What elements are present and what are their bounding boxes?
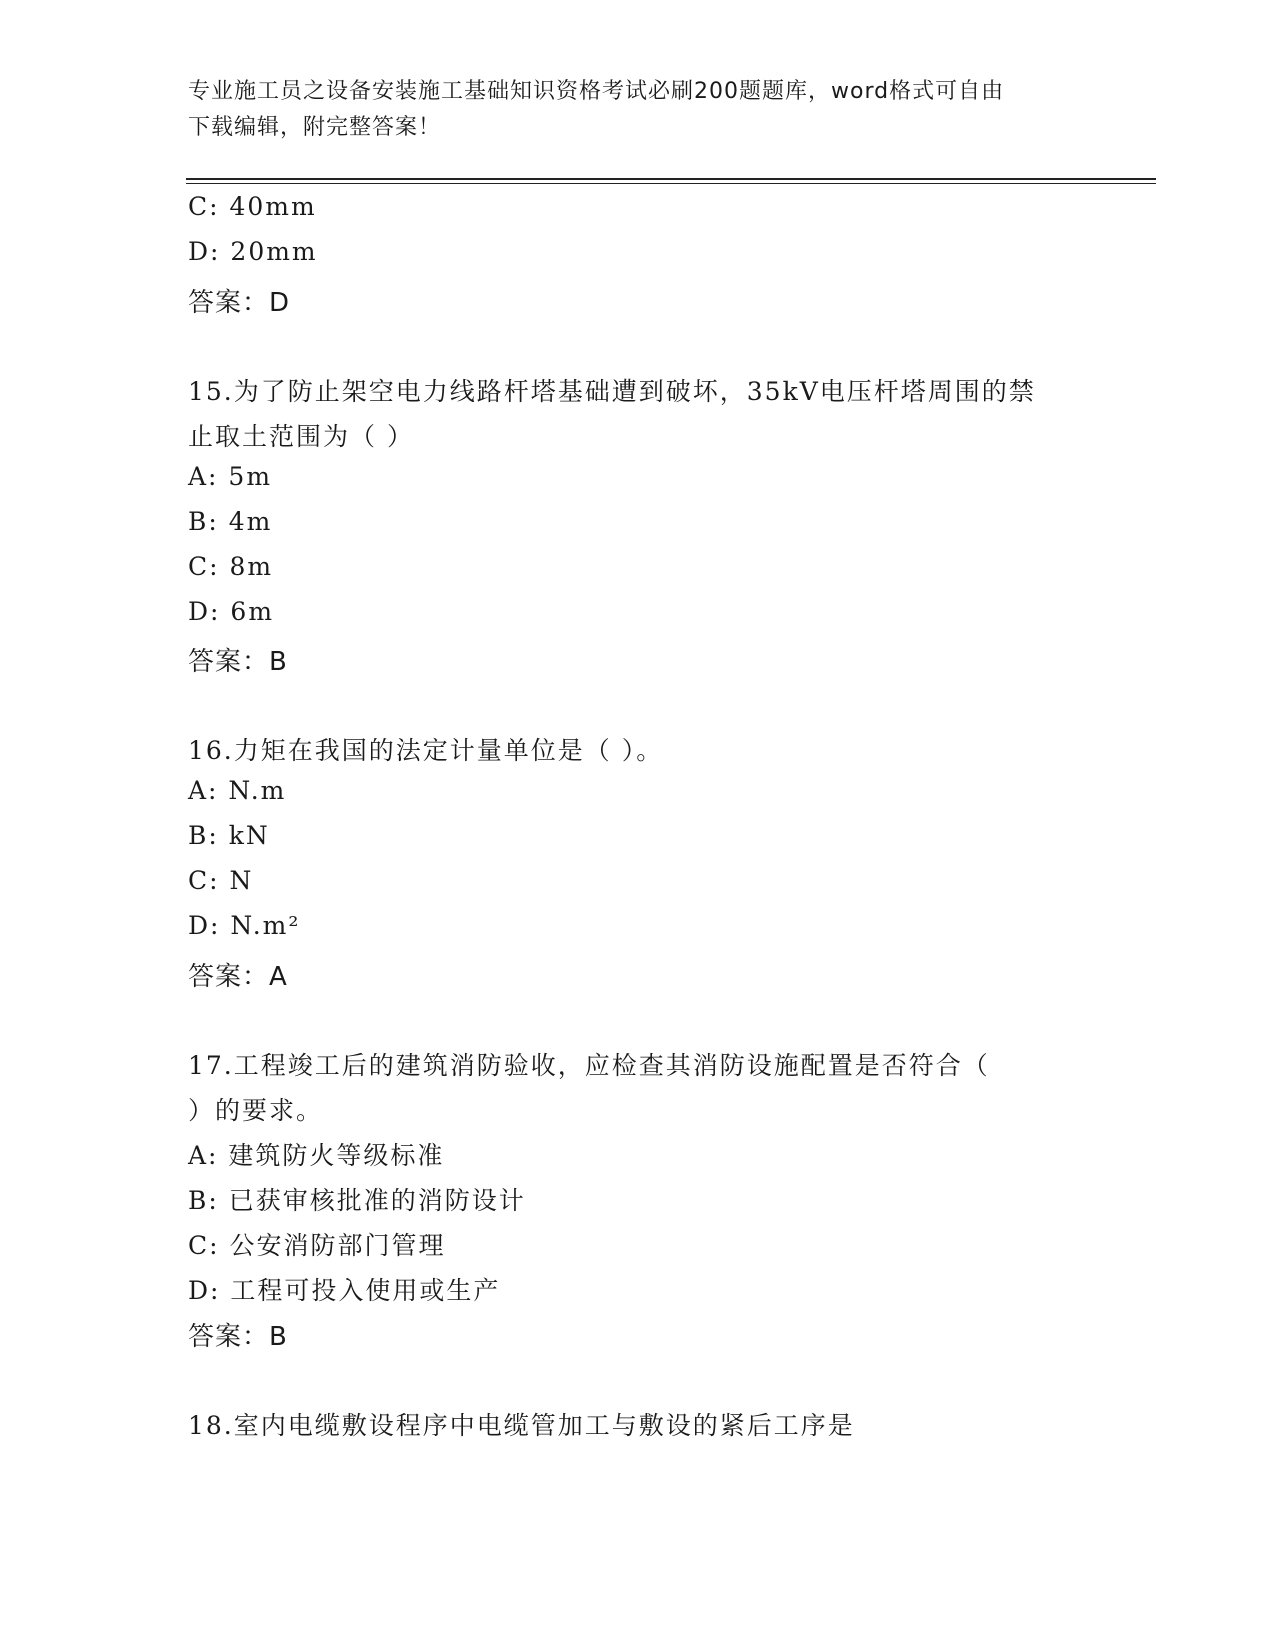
q18-stem: 18.室内电缆敷设程序中电缆管加工与敷设的紧后工序是 bbox=[188, 1411, 855, 1440]
q15-option-b: B: 4m bbox=[188, 507, 273, 536]
q17-option-b: B: 已获审核批准的消防设计 bbox=[188, 1186, 526, 1215]
header-divider-thin bbox=[186, 183, 1156, 184]
q16-option-d: D: N.m² bbox=[188, 911, 301, 940]
q17-option-c: C: 公安消防部门管理 bbox=[188, 1231, 446, 1260]
q15-stem-line-1: 15.为了防止架空电力线路杆塔基础遭到破坏，35kV电压杆塔周围的禁 bbox=[188, 377, 1036, 406]
q16-option-b: B: kN bbox=[188, 821, 270, 850]
header-line-2: 下载编辑，附完整答案！ bbox=[188, 115, 442, 140]
q15-option-a: A: 5m bbox=[188, 462, 273, 491]
header-divider-thick bbox=[186, 178, 1156, 180]
q14-answer: 答案：D bbox=[188, 288, 291, 318]
q15-answer: 答案：B bbox=[188, 647, 288, 677]
q17-stem-line-2: ）的要求。 bbox=[188, 1096, 324, 1125]
q15-option-d: D: 6m bbox=[188, 597, 275, 626]
q16-stem: 16.力矩在我国的法定计量单位是（ ）。 bbox=[188, 736, 664, 765]
q14-option-c: C: 40mm bbox=[188, 192, 317, 221]
header-line-1: 专业施工员之设备安装施工基础知识资格考试必刷200题题库，word格式可自由 bbox=[188, 79, 1005, 104]
q17-option-a: A: 建筑防火等级标准 bbox=[188, 1141, 445, 1170]
q14-option-d: D: 20mm bbox=[188, 237, 318, 266]
document-header bbox=[188, 74, 1088, 146]
q16-option-a: A: N.m bbox=[188, 776, 287, 805]
q17-option-d: D: 工程可投入使用或生产 bbox=[188, 1276, 501, 1305]
q16-answer: 答案：A bbox=[188, 962, 288, 992]
q16-option-c: C: N bbox=[188, 866, 254, 895]
q15-stem-line-2: 止取土范围为（ ） bbox=[188, 422, 414, 451]
q17-answer: 答案：B bbox=[188, 1322, 288, 1352]
q15-option-c: C: 8m bbox=[188, 552, 274, 581]
q17-stem-line-1: 17.工程竣工后的建筑消防验收，应检查其消防设施配置是否符合（ bbox=[188, 1051, 990, 1080]
